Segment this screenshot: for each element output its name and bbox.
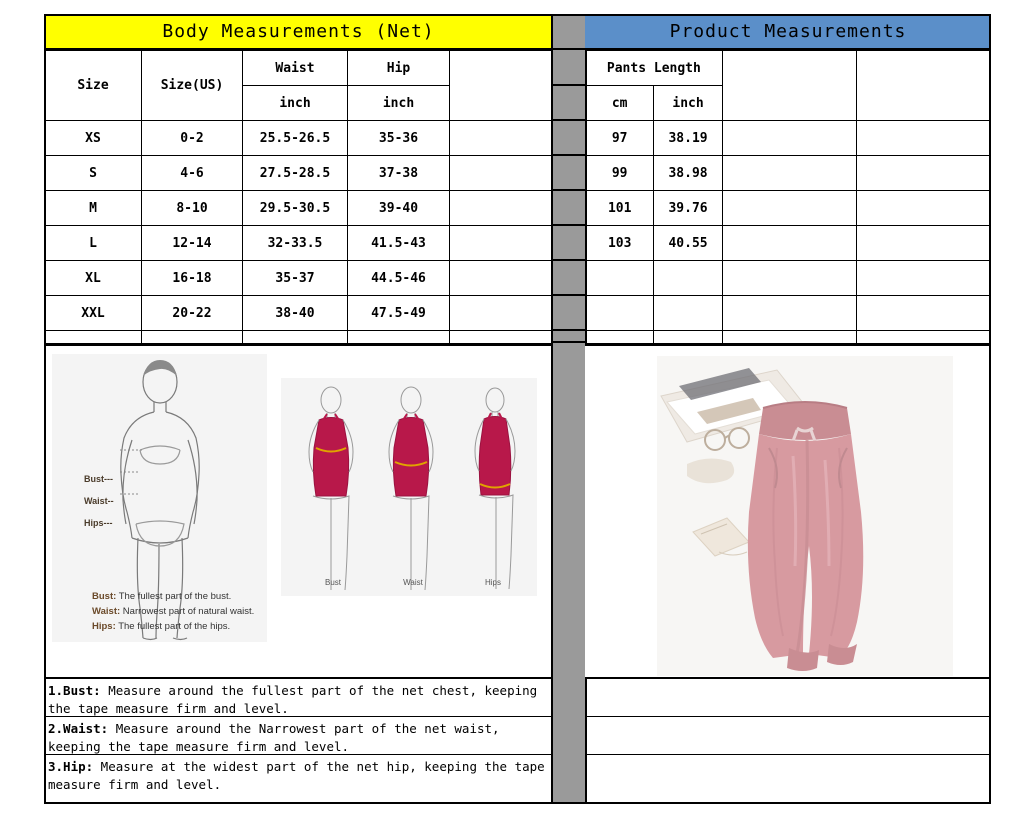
cell-cm: 97 <box>586 121 654 156</box>
legend-text-waist: Narrowest part of natural waist. <box>122 606 255 617</box>
header-size-us: Size(US) <box>142 51 243 121</box>
cell-waist: 38-40 <box>243 296 348 331</box>
cell-size-us: 16-18 <box>142 261 243 296</box>
cell-size: XL <box>45 261 142 296</box>
cell-size: XS <box>45 121 142 156</box>
cell-waist: 27.5-28.5 <box>243 156 348 191</box>
unit-hip: inch <box>348 86 450 121</box>
unit-cm: cm <box>586 86 654 121</box>
cell-size-us: 4-6 <box>142 156 243 191</box>
cell-size-us: 12-14 <box>142 226 243 261</box>
header-hip: Hip <box>348 51 450 86</box>
legend-text-bust: The fullest part of the bust. <box>118 591 232 602</box>
cell-inch: 38.98 <box>654 156 722 191</box>
cell-size: M <box>45 191 142 226</box>
note-text-waist: Measure around the Narrowest part of the net waist, keeping the tape measure firm and level. <box>48 721 500 754</box>
note-text-bust: Measure around the fullest part of the net chest, keeping the tape measure firm and level. <box>48 683 538 716</box>
cell-waist: 25.5-26.5 <box>243 121 348 156</box>
cell-cm: 103 <box>586 226 654 261</box>
hips-label: Hips--- <box>84 518 113 528</box>
cell-size: L <box>45 226 142 261</box>
caption-hips: Hips <box>484 578 501 587</box>
page-border <box>44 14 991 804</box>
note-lead-hip: 3.Hip: <box>48 759 94 774</box>
product-measurements-banner: Product Measurements <box>585 14 991 50</box>
cell-waist: 32-33.5 <box>243 226 348 261</box>
bust-label: Bust--- <box>84 474 113 484</box>
header-pants-length: Pants Length <box>586 51 723 86</box>
cell-waist: 35-37 <box>243 261 348 296</box>
cell-hip: 47.5-49 <box>348 296 450 331</box>
note-text-hip: Measure at the widest part of the net hip, keeping the tape measure firm and level. <box>48 759 545 792</box>
cell-inch: 38.19 <box>654 121 722 156</box>
cell-hip: 37-38 <box>348 156 450 191</box>
cell-hip: 44.5-46 <box>348 261 450 296</box>
cell-size-us: 8-10 <box>142 191 243 226</box>
caption-bust: Bust <box>324 578 341 587</box>
cell-size-us: 20-22 <box>142 296 243 331</box>
legend-term-bust: Bust: <box>92 591 117 602</box>
caption-waist: Waist <box>403 578 423 587</box>
note-lead-bust: 1.Bust: <box>48 683 101 698</box>
header-size: Size <box>45 51 142 121</box>
legend-term-hips: Hips: <box>92 621 116 632</box>
waist-label: Waist-- <box>84 496 114 506</box>
legend-text-hips: The fullest part of the hips. <box>118 621 231 632</box>
cell-size-us: 0-2 <box>142 121 243 156</box>
cell-cm: 101 <box>586 191 654 226</box>
legend-term-waist: Waist: <box>92 606 121 617</box>
cell-hip: 35-36 <box>348 121 450 156</box>
cell-hip: 39-40 <box>348 191 450 226</box>
cell-cm: 99 <box>586 156 654 191</box>
header-waist: Waist <box>243 51 348 86</box>
unit-inch: inch <box>654 86 722 121</box>
cell-inch: 39.76 <box>654 191 722 226</box>
cell-size: S <box>45 156 142 191</box>
unit-waist: inch <box>243 86 348 121</box>
cell-size: XXL <box>45 296 142 331</box>
cell-waist: 29.5-30.5 <box>243 191 348 226</box>
cell-hip: 41.5-43 <box>348 226 450 261</box>
body-measurements-banner: Body Measurements (Net) <box>44 14 553 50</box>
note-lead-waist: 2.Waist: <box>48 721 109 736</box>
cell-inch: 40.55 <box>654 226 722 261</box>
